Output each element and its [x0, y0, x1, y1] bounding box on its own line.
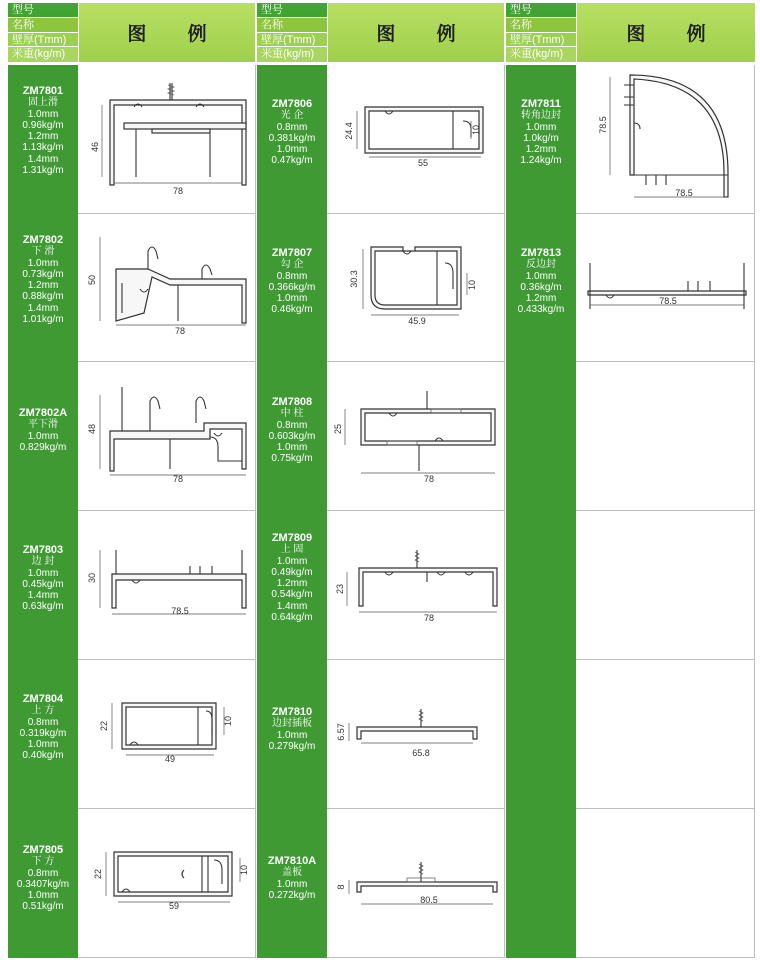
row-divider — [576, 659, 755, 660]
product-name: 平下滑 — [28, 419, 58, 431]
spec-line: 0.54kg/m — [271, 589, 313, 601]
spec-zm7808 — [257, 397, 327, 465]
spec-line: 1.31kg/m — [22, 165, 64, 177]
drawing-zm7802a — [78, 361, 256, 510]
drawing-zm7810 — [327, 659, 505, 808]
spec-line: 1.24kg/m — [520, 155, 562, 167]
header-label-weight: 米重(kg/m) — [257, 47, 327, 62]
spec-line: 1.0mm — [276, 555, 308, 567]
product-code: ZM7806 — [271, 98, 313, 110]
header-label-weight: 米重(kg/m) — [506, 47, 576, 62]
spec-line: 1.2mm — [525, 293, 557, 305]
header-label-name: 名称 — [8, 18, 78, 33]
spec-zm7805 — [8, 845, 78, 913]
dimension-width: 78.5 — [171, 606, 189, 616]
spec-zm7810 — [257, 707, 327, 752]
spec-zm7806 — [257, 99, 327, 167]
product-name: 上 方 — [31, 705, 55, 717]
header-title-2: 图 例 — [328, 3, 504, 62]
spec-line: 1.0mm — [276, 144, 308, 156]
spec-line: 1.0mm — [27, 739, 59, 751]
spec-zm7802a — [8, 408, 78, 453]
drawing-zm7806 — [327, 65, 505, 213]
spec-zm7807 — [257, 248, 327, 316]
drawing-zm7808 — [327, 361, 505, 510]
drawing-zm7804 — [78, 659, 256, 808]
spec-line: 1.0mm — [27, 257, 59, 269]
spec-line: 1.0mm — [276, 442, 308, 454]
dimension-width: 80.5 — [420, 895, 438, 905]
header-labels-1 — [8, 3, 78, 62]
spec-line: 0.319kg/m — [19, 727, 67, 739]
product-code: ZM7805 — [22, 844, 64, 856]
spec-line: 1.0mm — [276, 729, 308, 741]
dimension-height: 78.5 — [598, 116, 608, 134]
dimension-height: 23 — [335, 583, 345, 595]
dimension-width: 78 — [172, 186, 184, 196]
dimension-side: 10 — [223, 715, 233, 727]
spec-line: 0.8mm — [27, 867, 59, 879]
spec-line: 0.433kg/m — [517, 304, 565, 316]
spec-line: 0.36kg/m — [520, 281, 562, 293]
spec-zm7802 — [8, 235, 78, 325]
spec-line: 0.75kg/m — [271, 453, 313, 465]
product-name: 中 柱 — [280, 408, 304, 420]
profile-zm7802 — [116, 247, 246, 323]
product-code: ZM7803 — [22, 544, 64, 556]
spec-line: 0.603kg/m — [268, 430, 316, 442]
drawing-zm7810a — [327, 808, 505, 957]
header-labels-2 — [257, 3, 327, 62]
product-code: ZM7804 — [22, 693, 64, 705]
profile-zm7804 — [122, 703, 216, 749]
spec-line: 0.64kg/m — [271, 612, 313, 624]
header-label-thickness: 壁厚(Tmm) — [257, 33, 327, 48]
product-code: ZM7802A — [18, 407, 68, 419]
row-divider — [576, 361, 755, 362]
header-label-model: 型号 — [8, 3, 78, 18]
dimension-side: 10 — [471, 124, 481, 136]
row-divider — [576, 957, 755, 958]
row-divider — [327, 957, 505, 958]
profile-zm7810 — [357, 709, 477, 739]
spec-line: 1.2mm — [525, 144, 557, 156]
product-code: ZM7809 — [271, 532, 313, 544]
spec-zm7811 — [506, 99, 576, 167]
header-label-name: 名称 — [257, 18, 327, 33]
dimension-side: 10 — [239, 864, 249, 876]
header-label-thickness: 壁厚(Tmm) — [506, 33, 576, 48]
spec-column-1 — [8, 65, 78, 958]
spec-line: 1.2mm — [276, 578, 308, 590]
spec-line: 1.0mm — [27, 430, 59, 442]
header-label-name: 名称 — [506, 18, 576, 33]
product-code: ZM7808 — [271, 396, 313, 408]
row-divider — [78, 957, 256, 958]
dimension-width: 59 — [168, 901, 180, 911]
dimension-height: 8 — [336, 884, 346, 890]
profile-zm7803 — [112, 550, 246, 608]
spec-line: 1.0mm — [525, 270, 557, 282]
spec-line: 0.3407kg/m — [16, 878, 70, 890]
drawing-zm7803 — [78, 510, 256, 659]
spec-line: 1.0mm — [276, 878, 308, 890]
product-code: ZM7801 — [22, 85, 64, 97]
spec-zm7804 — [8, 694, 78, 762]
profile-zm7809 — [359, 550, 497, 606]
spec-line: 0.40kg/m — [22, 750, 64, 762]
product-name: 下 方 — [31, 856, 55, 868]
spec-line: 1.4mm — [27, 153, 59, 165]
product-name: 边封插板 — [272, 718, 312, 730]
spec-line: 0.381kg/m — [268, 132, 316, 144]
drawing-zm7807 — [327, 213, 505, 361]
product-name: 转角边封 — [521, 110, 561, 122]
product-code: ZM7811 — [521, 98, 561, 110]
dimension-height: 22 — [93, 868, 103, 880]
spec-line: 1.2mm — [27, 131, 59, 143]
spec-line: 0.49kg/m — [271, 566, 313, 578]
spec-line: 1.0mm — [27, 890, 59, 902]
dimension-height: 30.3 — [349, 270, 359, 288]
spec-line: 1.01kg/m — [22, 314, 64, 326]
spec-line: 0.96kg/m — [22, 119, 64, 131]
dimension-height: 24.4 — [344, 122, 354, 140]
dimension-width: 49 — [164, 754, 176, 764]
dimension-side: 10 — [467, 279, 477, 291]
dimension-width: 45.9 — [408, 316, 426, 326]
dimension-height: 25 — [333, 423, 343, 435]
profile-zm7807 — [371, 247, 461, 309]
drawing-zm7811 — [576, 65, 755, 213]
spec-line: 1.0mm — [27, 108, 59, 120]
spec-zm7810a — [257, 856, 327, 901]
header-label-model: 型号 — [506, 3, 576, 18]
dimension-width: 78 — [172, 474, 184, 484]
dimension-width: 78 — [423, 474, 435, 484]
header-title-3: 图 例 — [577, 3, 755, 62]
header-label-thickness: 壁厚(Tmm) — [8, 33, 78, 48]
drawing-zm7801 — [78, 65, 256, 213]
dimension-width: 55 — [417, 158, 429, 168]
spec-line: 0.829kg/m — [19, 441, 67, 453]
drawing-zm7802 — [78, 213, 256, 361]
product-name: 边 封 — [31, 556, 55, 568]
spec-zm7809 — [257, 533, 327, 623]
spec-line: 0.8mm — [27, 716, 59, 728]
profile-zm7810a — [357, 862, 497, 892]
spec-column-3 — [506, 65, 576, 958]
spec-line: 0.73kg/m — [22, 268, 64, 280]
header-label-model: 型号 — [257, 3, 327, 18]
product-code: ZM7802 — [22, 234, 64, 246]
row-divider — [576, 808, 755, 809]
header-labels-3 — [506, 3, 576, 62]
spec-column-2 — [257, 65, 327, 958]
profile-zm7808 — [361, 391, 495, 471]
product-name: 固上滑 — [28, 97, 58, 109]
profile-zm7802a — [110, 387, 246, 471]
profile-zm7805 — [114, 852, 232, 896]
product-name: 上 固 — [280, 544, 304, 556]
dimension-height: 22 — [99, 720, 109, 732]
spec-line: 0.8mm — [276, 121, 308, 133]
spec-line: 0.272kg/m — [268, 889, 316, 901]
header-label-weight: 米重(kg/m) — [8, 47, 78, 62]
spec-line: 1.0mm — [276, 293, 308, 305]
spec-line: 1.0mm — [525, 121, 557, 133]
spec-line: 0.88kg/m — [22, 291, 64, 303]
spec-line: 0.46kg/m — [271, 304, 313, 316]
product-name: 光 企 — [280, 110, 304, 122]
dimension-height: 6.57 — [336, 723, 346, 741]
spec-zm7813 — [506, 248, 576, 316]
drawing-zm7813 — [576, 213, 755, 361]
spec-line: 0.8mm — [276, 419, 308, 431]
spec-line: 1.13kg/m — [22, 142, 64, 154]
product-name: 反边封 — [526, 259, 556, 271]
spec-line: 0.279kg/m — [268, 740, 316, 752]
dimension-width: 65.8 — [412, 748, 430, 758]
spec-line: 1.0mm — [27, 567, 59, 579]
product-code: ZM7813 — [520, 247, 562, 259]
spec-line: 1.4mm — [27, 302, 59, 314]
spec-line: 0.366kg/m — [268, 281, 316, 293]
product-code: ZM7810A — [267, 855, 317, 867]
dimension-width: 78.5 — [659, 296, 677, 306]
spec-zm7801 — [8, 86, 78, 176]
spec-line: 1.4mm — [27, 590, 59, 602]
header-title-1: 图 例 — [79, 3, 255, 62]
profile-zm7801 — [110, 83, 246, 185]
product-name: 下 滑 — [31, 246, 55, 258]
product-name: 勾 企 — [280, 259, 304, 271]
dimension-height: 48 — [87, 423, 97, 435]
spec-line: 0.51kg/m — [22, 901, 64, 913]
spec-line: 1.0kg/m — [523, 132, 559, 144]
profile-zm7806 — [365, 107, 483, 153]
dimension-height: 30 — [87, 572, 97, 584]
dimension-height: 46 — [90, 141, 100, 153]
spec-line: 1.2mm — [27, 280, 59, 292]
profile-zm7811 — [624, 75, 728, 197]
product-name: 盖板 — [282, 867, 302, 879]
spec-line: 1.4mm — [276, 600, 308, 612]
dimension-width: 78.5 — [675, 188, 693, 198]
product-code: ZM7807 — [271, 247, 313, 259]
spec-line: 0.47kg/m — [271, 155, 313, 167]
dimension-height: 50 — [87, 274, 97, 286]
drawing-zm7805 — [78, 808, 256, 957]
row-divider — [576, 510, 755, 511]
spec-line: 0.8mm — [276, 270, 308, 282]
dimension-width: 78 — [174, 326, 186, 336]
product-code: ZM7810 — [271, 706, 313, 718]
spec-line: 0.45kg/m — [22, 578, 64, 590]
spec-line: 0.63kg/m — [22, 601, 64, 613]
drawing-zm7809 — [327, 510, 505, 659]
dimension-width: 78 — [423, 613, 435, 623]
spec-zm7803 — [8, 545, 78, 613]
